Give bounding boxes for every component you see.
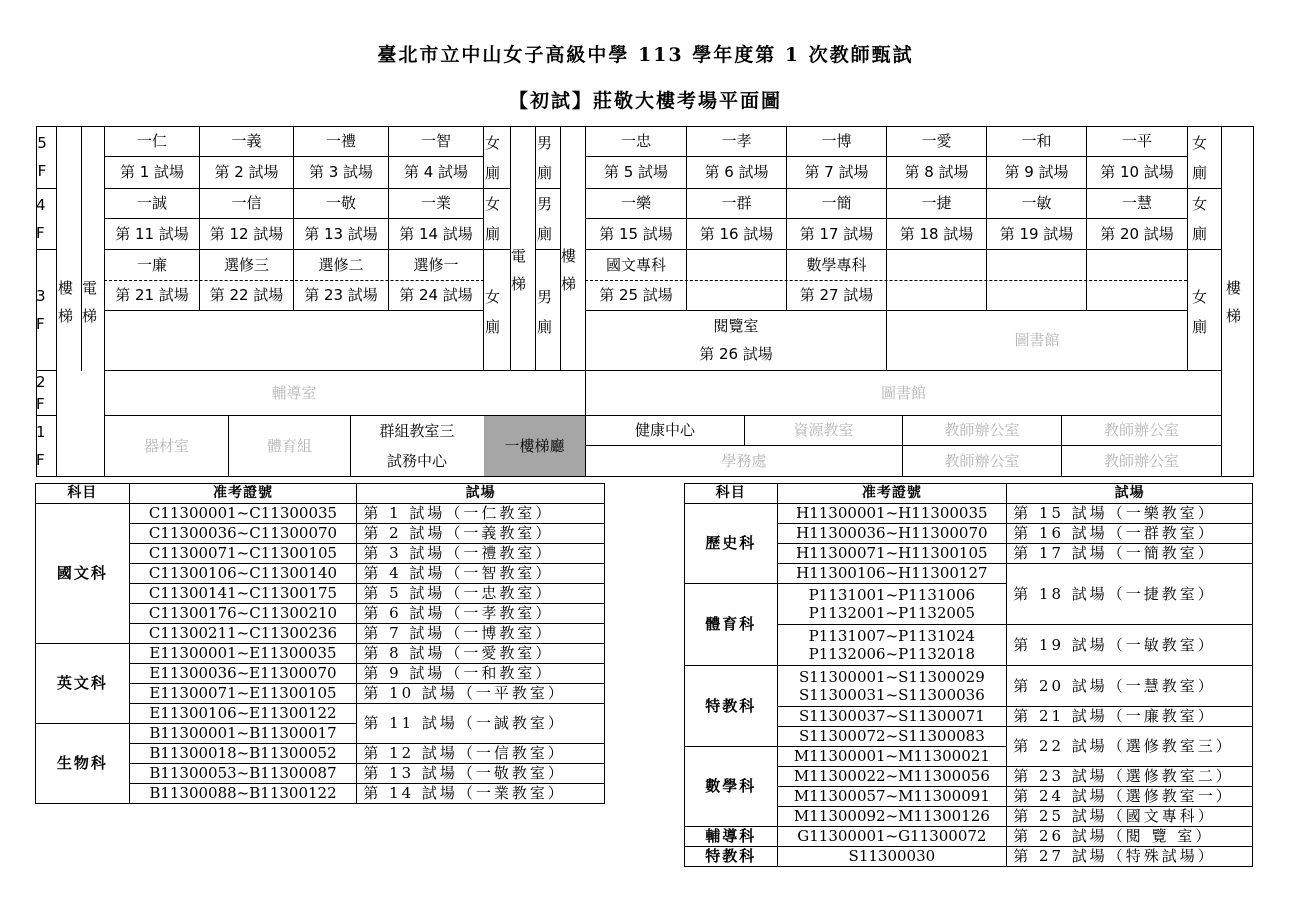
assignment-table-left [35,483,605,804]
left-stairs: 樓梯 [58,279,74,325]
subject-cell: 國文科 [36,504,130,644]
column-header: 試場 [357,484,605,504]
table-row [685,504,1253,524]
exam-room: 第 7 試場（一博教室） [357,624,605,644]
exam-room: 第 21 試場（一廉教室） [1007,707,1253,727]
counseling-room: 輔導室 [271,383,317,402]
exam-room: 第 10 試場（一平教室） [357,684,605,704]
id-range: C11300001~C11300035 [129,504,357,524]
room-4f: 一群 [721,194,752,212]
room-3f: 選修一 [413,255,459,274]
exam-5f: 第 5 試場 [603,163,669,181]
exam-4f: 第 12 試場 [209,224,284,243]
exam-4f: 第 17 試場 [799,224,874,243]
exam-5f: 第 10 試場 [1100,163,1174,181]
room-5f: 一義 [231,132,262,150]
id-range [777,584,1007,625]
exam-room: 第 19 試場（一敏教室） [1007,625,1253,666]
id-range [777,666,1007,707]
toilet-women-4f: 女廁 [485,195,501,243]
resource-classroom: 資源教室 [793,421,854,439]
toilet-women-3f: 女廁 [485,288,501,336]
id-range: G11300001~G11300072 [777,827,1007,847]
table-row [36,504,605,524]
room-4f: 一樂 [620,194,651,212]
exam-room: 第 13 試場（一敬教室） [357,764,605,784]
room-5f: 一和 [1021,132,1052,150]
subject-cell: 特教科 [685,847,778,867]
subject-cell: 體育科 [685,584,778,666]
id-range: M11300022~M11300056 [777,767,1007,787]
toilet-men-5f: 男廁 [537,134,553,182]
exam-5f: 第 8 試場 [904,163,969,181]
id-range: E11300071~E11300105 [129,684,357,704]
exam-room: 第 4 試場（一智教室） [357,564,605,584]
exam-room: 第 25 試場（國文專科） [1007,807,1253,827]
exam-room: 第 2 試場（一義教室） [357,524,605,544]
room-4f: 一敏 [1021,194,1052,212]
student-affairs: 學務處 [721,451,767,470]
toilet-men-3f: 男廁 [537,288,553,336]
column-header: 科目 [685,484,778,504]
center-stairs: 樓梯 [561,247,577,293]
stair-lobby: 一樓梯廳 [484,416,585,476]
toilet-men-4f: 男廁 [537,195,553,243]
subject-cell: 生物科 [36,724,130,804]
exam-4f: 第 15 試場 [599,224,673,243]
library-3f: 圖書館 [1014,331,1060,349]
exam-room: 第 27 試場（特殊試場） [1007,847,1253,867]
id-range: H11300071~H11300105 [777,544,1007,564]
room-4f: 一捷 [921,194,952,212]
exam-center: 試務中心 [386,451,447,470]
subject-cell: 英文科 [36,644,130,724]
page-subtitle: 【初試】莊敬大樓考場平面圖 [508,90,782,112]
room-3f: 選修二 [318,255,364,274]
id-range: B11300053~B11300087 [129,764,357,784]
exam-5f: 第 7 試場 [804,163,869,181]
exam-4f: 第 19 試場 [999,224,1074,243]
exam-room: 第 22 試場（選修教室三） [1007,727,1253,767]
room-5f: 一禮 [325,132,356,150]
id-range: C11300106~C11300140 [129,564,357,584]
id-range: H11300036~H11300070 [777,524,1007,544]
id-range: S11300072~S11300083 [777,727,1007,747]
room-3f: 國文專科 [605,255,666,274]
exam-4f: 第 11 試場 [115,224,189,243]
id-range: B11300088~B11300122 [129,784,357,804]
exam-5f: 第 4 試場 [403,163,469,181]
toilet-women-5f: 女廁 [485,134,501,182]
exam-room: 第 5 試場（一忠教室） [357,584,605,604]
exam-5f: 第 9 試場 [1004,163,1069,181]
room-5f: 一博 [821,132,852,150]
room-5f: 一孝 [721,132,752,150]
room-3f: 數學專科 [806,255,867,274]
id-range: E11300106~E11300122 [129,704,357,724]
page-title: 臺北市立中山女子高級中學 113 學年度第 1 次教師甄試 [377,44,914,66]
room-5f: 一仁 [136,132,167,150]
exam-room: 第 15 試場（一樂教室） [1007,504,1253,524]
room-5f: 一智 [420,132,451,150]
exam-4f: 第 20 試場 [1100,224,1174,243]
column-header: 准考證號 [777,484,1007,504]
library-2f: 圖書館 [880,383,926,402]
teacher-office: 教師辦公室 [1103,451,1179,470]
toilet-women-right-4f: 女廁 [1192,195,1208,243]
floor-label-3f: 3 F [36,286,46,333]
exam-room: 第 20 試場（一慧教室） [1007,666,1253,707]
exam-5f: 第 1 試場 [119,163,185,181]
id-range-line: P1132001~P1132005 [808,604,976,622]
id-range: B11300018~B11300052 [129,744,357,764]
exam-5f: 第 2 試場 [214,163,279,181]
floor-label-1f: 1 F [36,422,46,469]
id-range: H11300106~H11300127 [777,564,1007,584]
exam-3f: 第 27 試場 [799,286,874,304]
subject-cell: 特教科 [685,666,778,747]
teacher-office: 教師辦公室 [944,451,1020,470]
floor-label-2f: 2 F [36,372,46,413]
room-5f: 一忠 [620,132,651,150]
exam-4f: 第 18 試場 [899,224,974,243]
id-range: C11300141~C11300175 [129,584,357,604]
id-range: C11300211~C11300236 [129,624,357,644]
id-range: M11300092~M11300126 [777,807,1007,827]
room-4f: 一敬 [325,194,356,212]
subject-cell: 輔導科 [685,827,778,847]
table-row [685,847,1253,867]
exam-3f: 第 24 試場 [399,286,473,304]
exam-4f: 第 16 試場 [699,224,774,243]
id-range-line: P1131001~P1131006 [808,586,976,604]
id-range [777,625,1007,666]
teacher-office: 教師辦公室 [1103,421,1179,439]
id-range: S11300037~S11300071 [777,707,1007,727]
id-range: S11300030 [777,847,1007,867]
exam-5f: 第 3 試場 [308,163,374,181]
exam-room: 第 18 試場（一捷教室） [1007,564,1253,625]
exam-room: 第 14 試場（一業教室） [357,784,605,804]
room-3f: 選修三 [223,255,269,274]
room-4f: 一業 [420,194,451,212]
column-header: 科目 [36,484,130,504]
table-row [36,644,605,664]
id-range: B11300001~B11300017 [129,724,357,744]
exam-3f: 第 23 試場 [304,286,378,304]
exam-room: 第 1 試場（一仁教室） [357,504,605,524]
floor-label-5f: 5 F [37,134,47,180]
exam-room: 第 3 試場（一禮教室） [357,544,605,564]
right-stairs: 樓梯 [1226,279,1242,325]
id-range: H11300001~H11300035 [777,504,1007,524]
equipment-room: 器材室 [143,436,189,455]
left-elevator: 電梯 [82,279,98,325]
exam-5f: 第 6 試場 [704,163,769,181]
exam-3f: 第 22 試場 [209,286,284,304]
exam-room: 第 8 試場（一愛教室） [357,644,605,664]
id-range-line: P1132006~P1132018 [808,645,976,663]
column-header: 准考證號 [129,484,357,504]
room-5f: 一愛 [921,132,952,150]
id-range-line: S11300001~S11300029 [798,668,985,686]
id-range: C11300036~C11300070 [129,524,357,544]
exam-room: 第 23 試場（選修教室二） [1007,767,1253,787]
reading-room-exam: 第 26 試場 [699,345,773,363]
column-header: 試場 [1007,484,1253,504]
exam-4f: 第 14 試場 [399,224,473,243]
id-range-line: P1131007~P1131024 [808,627,976,645]
room-4f: 一誠 [136,194,167,212]
exam-room: 第 11 試場（一誠教室） [357,704,605,744]
exam-3f: 第 21 試場 [115,286,189,304]
id-range: C11300071~C11300105 [129,544,357,564]
room-5f: 一平 [1121,132,1152,150]
exam-3f: 第 25 試場 [599,286,673,304]
exam-room: 第 16 試場（一群教室） [1007,524,1253,544]
center-elevator: 電梯 [511,247,527,293]
toilet-women-right-3f: 女廁 [1192,288,1208,336]
health-center: 健康中心 [634,421,695,439]
teacher-office: 教師辦公室 [944,421,1020,439]
id-range: M11300001~M11300021 [777,747,1007,767]
pe-office: 體育組 [266,436,312,455]
table-row [685,827,1253,847]
room-4f: 一慧 [1121,194,1152,212]
table-row [685,666,1253,707]
subject-cell: 數學科 [685,747,778,827]
toilet-women-right-5f: 女廁 [1192,134,1208,182]
id-range: M11300057~M11300091 [777,787,1007,807]
exam-4f: 第 13 試場 [304,224,378,243]
id-range-line: S11300031~S11300036 [798,686,985,704]
id-range: E11300001~E11300035 [129,644,357,664]
room-4f: 一簡 [821,194,852,212]
exam-room: 第 26 試場（閱 覽 室） [1007,827,1253,847]
assignment-table-right [684,483,1253,867]
group-classroom-3: 群組教室三 [379,421,455,440]
room-3f: 一廉 [136,255,167,274]
subject-cell: 歷史科 [685,504,778,584]
exam-room: 第 9 試場（一和教室） [357,664,605,684]
exam-room: 第 12 試場（一信教室） [357,744,605,764]
id-range: C11300176~C11300210 [129,604,357,624]
floor-label-4f: 4 F [36,195,46,242]
id-range: E11300036~E11300070 [129,664,357,684]
room-4f: 一信 [231,194,262,212]
reading-room: 閱覽室 [713,316,759,335]
exam-room: 第 17 試場（一簡教室） [1007,544,1253,564]
exam-room: 第 24 試場（選修教室一） [1007,787,1253,807]
exam-room: 第 6 試場（一孝教室） [357,604,605,624]
